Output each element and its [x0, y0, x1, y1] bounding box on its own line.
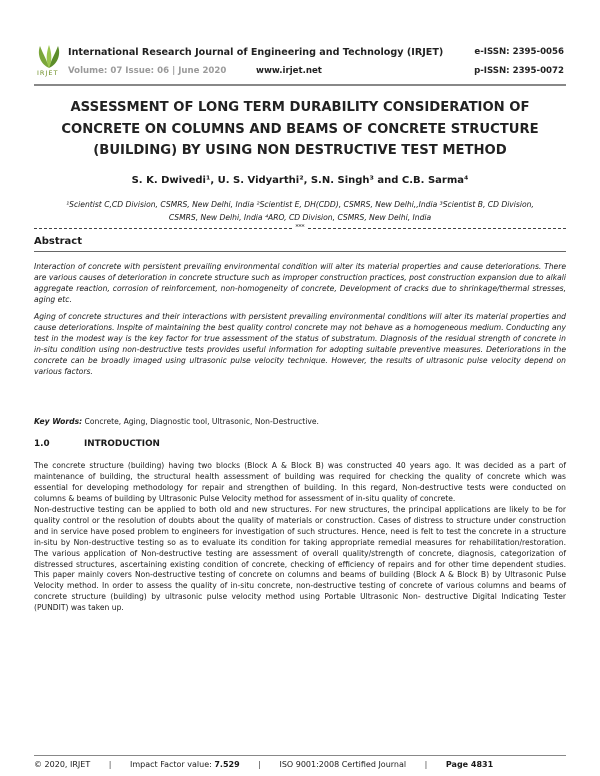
keywords-label: Key Words: [34, 417, 83, 426]
page-header [34, 44, 564, 84]
section-title: INTRODUCTION [84, 439, 160, 449]
journal-name: International Research Journal of Engineering and Technology (IRJET) [68, 47, 444, 58]
abstract-heading: Abstract [34, 236, 83, 247]
journal-website[interactable]: www.irjet.net [256, 66, 322, 76]
abstract-divider [34, 251, 566, 252]
footer-pipe: | [424, 760, 428, 769]
p-issn: p-ISSN: 2395-0072 [474, 66, 564, 76]
footer-impact-label: Impact Factor value: [130, 760, 212, 769]
keywords-line [34, 417, 566, 428]
footer-impact-value: 7.529 [214, 760, 240, 769]
footer-page-number: Page 4831 [445, 760, 494, 769]
leaf-logo-icon [34, 44, 64, 70]
author-affiliations: ¹Scientist C,CD Division, CSMRS, New Delhi, India ²Scientist E, DH(CDD), CSMRS, New Delhi,,India ³Scientist B, CD Division, CSMRS, New Delhi, India ⁴ARO, CD Division, CSMRS, New Delhi, India [66, 200, 534, 222]
abstract-paragraph-2: Aging of concrete structures and their interactions with persistent prevailing environmental conditions will alter its material properties and cause deteriorations. Inspite of maintaining the best quality control concrete may not behave as a homogeneous medium. Conducting any test in the modest way is the key factor for true assessment of the status of substratum. Diagnosis of the residual strength of concrete in in-situ condition using non-destructive tests provides useful information for adopting suitable preventive measures. Deteriorations in the concrete can be broadly imaged using ultrasonic pulse velocity technique. However, the results of ultrasonic pulse velocity depend on various factors. [34, 312, 566, 376]
footer-pipe: | [258, 760, 261, 769]
footer-divider [34, 755, 566, 756]
logo-text: IRJET [37, 69, 59, 77]
section-number: 1.0 [34, 439, 50, 449]
intro-paragraph-1: The concrete structure (building) having two blocks (Block A & Block B) was constructed 40 years ago. It was decided as a part of maintenance of building, the structural health assessment of building was required for checking the quality of concrete which was essential for developing methodology for repair and strengthen of building. In this regard, Non-destructive tests were conducted on columns & beams of building by Ultrasonic Pulse Velocity method for assessment of in-situ quality of concrete. [34, 461, 566, 503]
abstract-paragraph-1: Interaction of concrete with persistent prevailing environmental condition will alter its material properties and cause deteriorations. There are various causes of deterioration in concrete structure such as improper construction practices, post construction expansion due to alkali aggregate reaction, corrosion of reinforcement, non-homogeneity of concrete, Development of cracks due to shrinkage/thermal stresses, aging etc. [34, 262, 566, 304]
page-footer [34, 760, 566, 769]
e-issn: e-ISSN: 2395-0056 [474, 47, 564, 57]
footer-copyright: © 2020, IRJET [34, 760, 91, 769]
volume-issue: Volume: 07 Issue: 06 | June 2020 [68, 66, 227, 76]
footer-iso: ISO 9001:2008 Certified Journal [279, 760, 407, 769]
section-separator [34, 224, 566, 232]
footer-pipe: | [108, 760, 112, 769]
keywords-text: Concrete, Aging, Diagnostic tool, Ultrasonic, Non-Destructive. [82, 417, 319, 426]
section-heading [34, 439, 160, 449]
paper-title: ASSESSMENT OF LONG TERM DURABILITY CONSIDERATION OF CONCRETE ON COLUMNS AND BEAMS OF CONCRETE STRUCTURE (BUILDING) BY USING NON DESTRUCTIVE TEST METHOD [61, 100, 539, 158]
irjet-logo [34, 44, 64, 80]
header-divider [34, 84, 566, 86]
intro-paragraph-2: Non-destructive testing can be applied to both old and new structures. For new structures, the principal applications are likely to be for quality control or the resolution of doubts about the quality of materials or construction. Cases of distress to structure under construction and in service have posed problem to engineers for investigation of such structures. Hence, need is felt to test the concrete in a structure in-situ by Non-destructive testing so as to evaluate its condition for taking appropriate remedial measures for rehabilitation/restoration. The various application of Non-destructive testing are assessment of overall quality/strength of concrete, diagnosis, categorization of distressed structures, ascertaining existing condition of concrete, checking of efficiency of repairs and for other time dependent studies. This paper mainly covers Non-destructive testing of concrete on columns and beams of building (Block A & Block B) by Ultrasonic Pulse Velocity method. In order to assess the quality of in-situ concrete, non-destructive testing of concrete of various columns and beams of concrete structure (building) by ultrasonic pulse velocity method using Portable Ultrasonic Non- destructive Digital Indicating Tester (PUNDIT) was taken up. [34, 505, 566, 613]
paper-authors: S. K. Dwivedi¹, U. S. Vidyarthi², S.N. Singh³ and C.B. Sarma⁴ [131, 175, 469, 186]
separator-mark: *** [295, 224, 305, 231]
